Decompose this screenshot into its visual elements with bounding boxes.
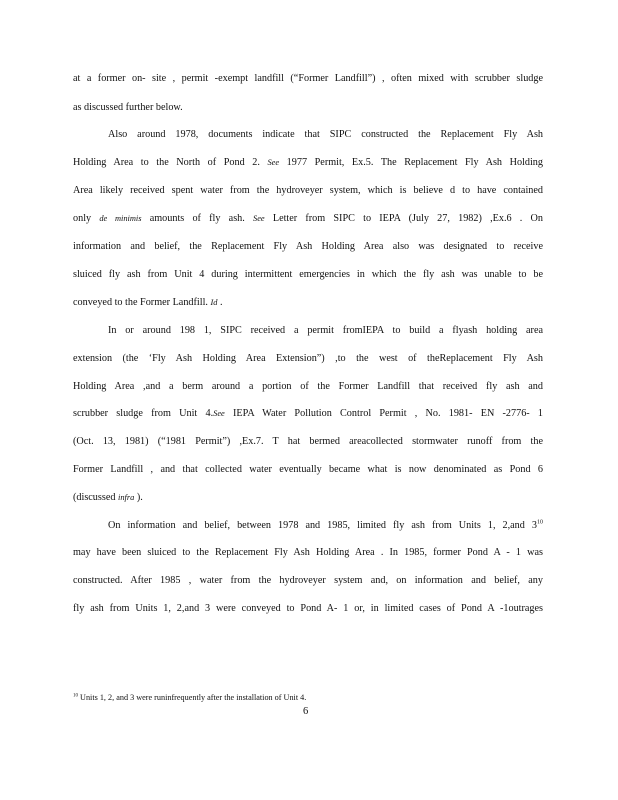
footnote (73, 693, 306, 702)
text-run: at a former on- site , permit -exempt landfill (“Former Landfill”) , often mixed with scrubber sludge (73, 73, 543, 84)
text-line (73, 602, 543, 616)
text-line (73, 463, 543, 477)
italic-text: See (213, 409, 225, 418)
text-run: Holding Area to the North of Pond 2. (73, 157, 268, 168)
text-run: extension (the ‘Fly Ash Holding Area Extension”) ,to the west of theReplacement Fly Ash (73, 353, 543, 364)
text-line (73, 240, 543, 254)
footnote-mark: 10 (73, 693, 78, 699)
text-line (73, 156, 543, 170)
text-line (73, 546, 543, 560)
text-line (73, 380, 543, 394)
text-run: only (73, 213, 100, 224)
text-run: fly ash from Units 1, 2,and 3 were conveyed to Pond A- 1 or, in limited cases of Pond A -1outrages (73, 603, 543, 614)
text-run: ). (134, 492, 143, 503)
text-run: information and belief, the Replacement Fly Ash Holding Area also was designated to receive (73, 241, 543, 252)
italic-text: infra (118, 493, 135, 502)
text-line (73, 212, 543, 226)
text-run: In or around 198 1, SIPC received a permit fromIEPA to build a flyash holding area (108, 325, 543, 336)
text-run: Former Landfill , and that collected water eventually became what is now denominated as Pond 6 (73, 464, 543, 475)
footnote-reference: 10 (537, 519, 543, 526)
text-line (108, 324, 543, 338)
text-run: Letter from SIPC to IEPA (July 27, 1982) ,Ex.6 . On (264, 213, 543, 224)
text-run: 1977 Permit, Ex.5. The Replacement Fly Ash Holding (279, 157, 543, 168)
text-line (73, 184, 543, 198)
text-line (73, 296, 543, 310)
text-line (73, 491, 543, 505)
text-run: Area likely received spent water from the hydroveyer system, which is believe d to have contained (73, 185, 543, 196)
text-line (73, 352, 543, 366)
text-line (73, 268, 543, 282)
text-line (73, 72, 543, 86)
text-run: scrubber sludge from Unit 4. (73, 408, 214, 419)
text-line (108, 128, 543, 142)
text-line (73, 407, 543, 421)
text-run: On information and belief, between 1978 and 1985, limited fly ash from Units 1, 2,and 3 (108, 520, 537, 531)
text-line (73, 101, 543, 115)
text-run: (Oct. 13, 1981) (“1981 Permit”) ,Ex.7. T hat bermed areacollected stormwater runoff from the (73, 436, 543, 447)
page-number: 6 (303, 706, 309, 717)
italic-text: de minimis (99, 214, 142, 223)
italic-text: See (267, 158, 280, 167)
text-run: constructed. After 1985 , water from the hydroveyer system and, on information and belief, any (73, 575, 543, 586)
text-line (108, 519, 543, 533)
text-run: IEPA Water Pollution Control Permit , No. 1981- EN -2776- 1 (224, 408, 544, 419)
text-run: as discussed further below. (73, 102, 183, 113)
text-run: . (217, 297, 223, 308)
italic-text: Id (210, 298, 218, 307)
text-run: (discussed (73, 492, 118, 503)
text-run: Holding Area ,and a berm around a portion of the Former Landfill that received fly ash and (73, 381, 543, 392)
italic-text: See (253, 214, 265, 223)
text-line (73, 435, 543, 449)
text-run: may have been sluiced to the Replacement Fly Ash Holding Area . In 1985, former Pond A - 1 was (73, 547, 543, 558)
text-run: Also around 1978, documents indicate that SIPC constructed the Replacement Fly Ash (108, 129, 543, 140)
text-line (73, 574, 543, 588)
text-run: sluiced fly ash from Unit 4 during intermittent emergencies in which the fly ash was unable to be (73, 269, 543, 280)
text-run: conveyed to the Former Landfill. (73, 297, 211, 308)
text-run: amounts of fly ash. (141, 213, 254, 224)
footnote-text: Units 1, 2, and 3 were runinfrequently after the installation of Unit 4. (78, 693, 307, 702)
